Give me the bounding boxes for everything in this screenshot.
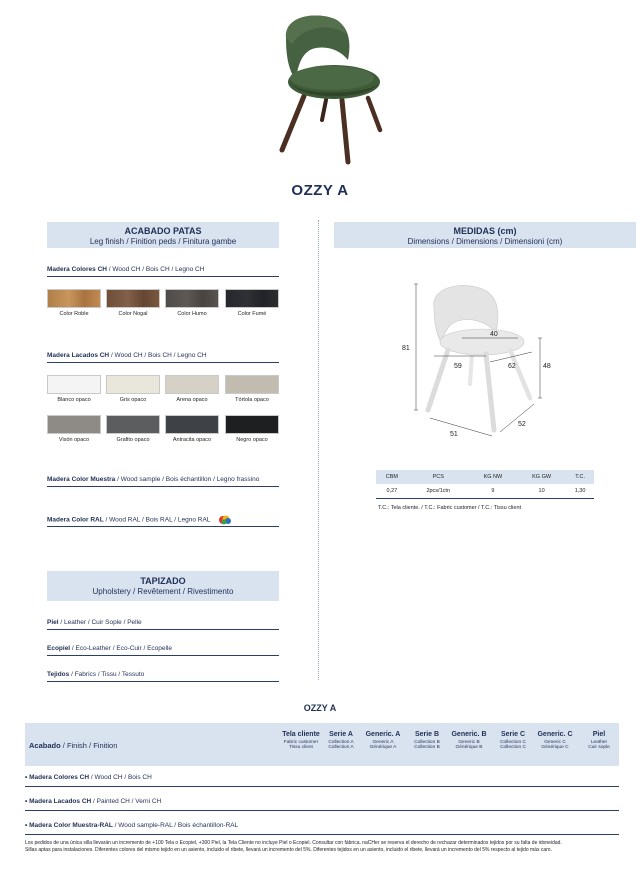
- wood-sample-title: Madera Color Muestra / Wood sample / Bois échantillon / Legno frassino: [47, 476, 260, 483]
- price-column-line-3: Collection C: [500, 745, 526, 750]
- dimension-diagram: [400, 278, 560, 443]
- swatch-chip: [47, 375, 101, 394]
- finish-header-subtitle: Leg finish / Finition peds / Finitura gambe: [89, 237, 237, 246]
- tc-note: T.C.: Tela cliente. / T.C.: Fabric customer / T.C.: Tissu client: [378, 505, 522, 511]
- swatch-label: Arena opaco: [176, 397, 208, 403]
- spec-kg-nw-value: 9: [469, 484, 517, 498]
- swatch-label: Color Fumé: [237, 311, 267, 317]
- ral-palette-icon: [218, 515, 232, 525]
- spec-header-row: [376, 470, 594, 484]
- upholstery-fabrics: Tejidos / Fabrics / Tissu / Tessuto: [47, 671, 145, 678]
- dim-height-label: 81: [402, 345, 410, 352]
- price-column-line-3: Tissu client: [289, 745, 313, 750]
- swatch-color-roble[interactable]: [47, 289, 101, 317]
- footnote-line-2: Sillas aptas para instalaciones. Diferentes colores del mismo tejido en un asiento, incluido el ribete, llevará un incremento del 5%. Diferentes tejidos en un asiento, incluido el ribete, llevará un incremento del 5% respecto al tejido más caro.: [25, 847, 552, 853]
- price-column-line-3: Collection B: [414, 745, 440, 750]
- footnote-line-1: Los pedidos de una única silla llevarán un incremento de +100 Tela o Ecopiel, +300 Piel, la Tela Cliente no incluye Piel o Ecopiel. Consultar con fábrica. naCHer se reserva el derecho de rechazar determinados tejidos por su falta de idoneidad.: [25, 840, 562, 846]
- dim-seat-front-label: 59: [454, 363, 462, 370]
- swatch-color-humo[interactable]: [165, 289, 219, 317]
- dim-seat-width-label: 62: [508, 363, 516, 370]
- price-column-generic-c: [533, 731, 577, 750]
- spec-header-kg-nw: KG NW: [469, 470, 517, 484]
- swatch-negro-opaco[interactable]: [225, 415, 279, 443]
- swatch-chip: [106, 289, 160, 308]
- price-column-tela-cliente: [279, 731, 323, 750]
- finish-header: [47, 222, 279, 248]
- swatch-blanco-opaco[interactable]: [47, 375, 101, 403]
- price-column-generic-a: [361, 731, 405, 750]
- spec-header-cbm: CBM: [376, 470, 408, 484]
- spec-header-tc: T.C.: [566, 470, 594, 484]
- price-column-line-3: Générique B: [455, 745, 483, 750]
- wood-ral-rule: [47, 526, 279, 527]
- dim-depth-label: 51: [450, 431, 458, 438]
- measures-header-title: MEDIDAS (cm): [453, 226, 517, 236]
- product-title: OZZY A: [291, 182, 349, 199]
- lacquered-ch-title: Madera Lacados CH / Wood CH / Bois CH / Legno CH: [47, 352, 207, 359]
- swatch-chip: [165, 415, 219, 434]
- spec-pcs-value: 2pcs/1ctn: [408, 484, 469, 498]
- swatch-arena-opaco[interactable]: [165, 375, 219, 403]
- price-column-line-2: Generic C: [544, 740, 566, 745]
- dim-width-label: 52: [518, 421, 526, 428]
- swatch-color-nogal[interactable]: [106, 289, 160, 317]
- price-row-rule: [25, 786, 619, 787]
- swatch-label: Tórtola opaco: [235, 397, 269, 403]
- swatch-gris-opaco[interactable]: [106, 375, 160, 403]
- price-column-serie-a: [319, 731, 363, 750]
- price-column-line-3: Cuir sople: [588, 745, 610, 750]
- price-column-line-2: Leather: [590, 740, 608, 745]
- swatch-label: Visón opaco: [58, 437, 90, 443]
- swatch-chip: [47, 289, 101, 308]
- swatch-chip: [165, 375, 219, 394]
- price-row-sample-ral: • Madera Color Muestra-RAL / Wood sample-RAL / Bois échantillon-RAL: [25, 822, 239, 829]
- price-column-line-1: Serie A: [329, 731, 353, 738]
- swatch-label: Negro opaco: [236, 437, 268, 443]
- column-divider: [318, 220, 319, 680]
- spec-tc-value: 1,30: [566, 484, 594, 498]
- spec-value-row: [376, 484, 594, 498]
- swatch-t-rtola-opaco[interactable]: [225, 375, 279, 403]
- price-column-line-2: Collection C: [500, 740, 526, 745]
- swatch-label: Color Nogal: [118, 311, 148, 317]
- wood-ch-rule: [47, 276, 279, 277]
- measures-header-subtitle: Dimensions / Dimensions / Dimensioni (cm): [407, 237, 563, 246]
- upholstery-header-subtitle: Upholstery / Revêtement / Rivestimento: [92, 587, 234, 596]
- price-column-line-1: Piel: [592, 731, 606, 738]
- price-column-piel: [577, 731, 621, 750]
- wood-ral-title: Madera Color RAL / Wood RAL / Bois RAL / Legno RAL: [47, 515, 232, 525]
- price-row-lacquered-ch: • Madera Lacados CH / Painted CH / Verni CH: [25, 798, 162, 805]
- swatch-chip: [106, 415, 160, 434]
- swatch-chip: [165, 289, 219, 308]
- spec-header-pcs: PCS: [408, 470, 469, 484]
- swatch-chip: [225, 289, 279, 308]
- price-column-serie-b: [405, 731, 449, 750]
- price-table-label: Acabado / Finish / Finition: [29, 741, 118, 750]
- price-row-wood-ch: • Madera Colores CH / Wood CH / Bois CH: [25, 774, 152, 781]
- price-row-rule: [25, 810, 619, 811]
- spec-kg-gw-value: 10: [517, 484, 566, 498]
- price-column-line-2: Collection A: [328, 740, 354, 745]
- swatch-grafito-opaco[interactable]: [106, 415, 160, 443]
- finish-header-title: ACABADO PATAS: [124, 226, 202, 236]
- swatch-chip: [106, 375, 160, 394]
- price-table-header: [25, 723, 619, 766]
- wood-sample-rule: [47, 486, 279, 487]
- packing-spec-table: [376, 470, 594, 499]
- upholstery-leather: Piel / Leather / Cuir Sople / Pelle: [47, 619, 142, 626]
- swatch-label: Color Humo: [177, 311, 207, 317]
- price-column-line-1: Serie B: [414, 731, 440, 738]
- swatch-chip: [47, 415, 101, 434]
- price-column-line-1: Generic. C: [537, 731, 573, 738]
- price-table-title: OZZY A: [303, 703, 337, 713]
- swatch-label: Antracita opaco: [172, 437, 212, 443]
- upholstery-header-title: TAPIZADO: [140, 576, 186, 586]
- swatch-label: Color Roble: [59, 311, 89, 317]
- swatch-color-fume[interactable]: [225, 289, 279, 317]
- upholstery-rule: [47, 681, 279, 682]
- upholstery-rule: [47, 629, 279, 630]
- swatch-label: Grafito opaco: [116, 437, 150, 443]
- spec-header-kg-gw: KG GW: [517, 470, 566, 484]
- dim-seat-height-label: 48: [543, 363, 551, 370]
- dim-seat-depth-label: 40: [490, 331, 498, 338]
- price-column-line-1: Generic. B: [451, 731, 487, 738]
- price-column-line-2: Fabric customer: [283, 740, 319, 745]
- wood-ch-title: Madera Colores CH / Wood CH / Bois CH / Legno CH: [47, 266, 205, 273]
- price-column-line-2: Collection B: [414, 740, 440, 745]
- swatch-chip: [225, 375, 279, 394]
- price-column-line-2: Generic B: [458, 740, 480, 745]
- price-column-line-3: Générique C: [541, 745, 569, 750]
- footnote: [25, 840, 625, 854]
- price-row-rule: [25, 834, 619, 835]
- spec-cbm-value: 0,27: [376, 484, 408, 498]
- product-photo: [270, 10, 390, 170]
- measures-header: [334, 222, 636, 248]
- price-column-line-3: Générique A: [369, 745, 397, 750]
- swatch-label: Blanco opaco: [57, 397, 91, 403]
- swatch-antracita-opaco[interactable]: [165, 415, 219, 443]
- price-column-serie-c: [491, 731, 535, 750]
- swatch-chip: [225, 415, 279, 434]
- upholstery-ecoleather: Ecopiel / Eco-Leather / Eco-Cuir / Ecopelle: [47, 645, 173, 652]
- price-column-line-1: Tela cliente: [282, 731, 320, 738]
- swatch-vis-n-opaco[interactable]: [47, 415, 101, 443]
- upholstery-rule: [47, 655, 279, 656]
- upholstery-header: [47, 571, 279, 601]
- price-column-line-1: Generic. A: [365, 731, 401, 738]
- swatch-label: Gris opaco: [119, 397, 147, 403]
- price-column-line-1: Serie C: [500, 731, 526, 738]
- lacquered-ch-rule: [47, 362, 279, 363]
- price-column-generic-b: [447, 731, 491, 750]
- price-column-line-3: Collection A: [328, 745, 354, 750]
- price-column-line-2: Generic A: [372, 740, 394, 745]
